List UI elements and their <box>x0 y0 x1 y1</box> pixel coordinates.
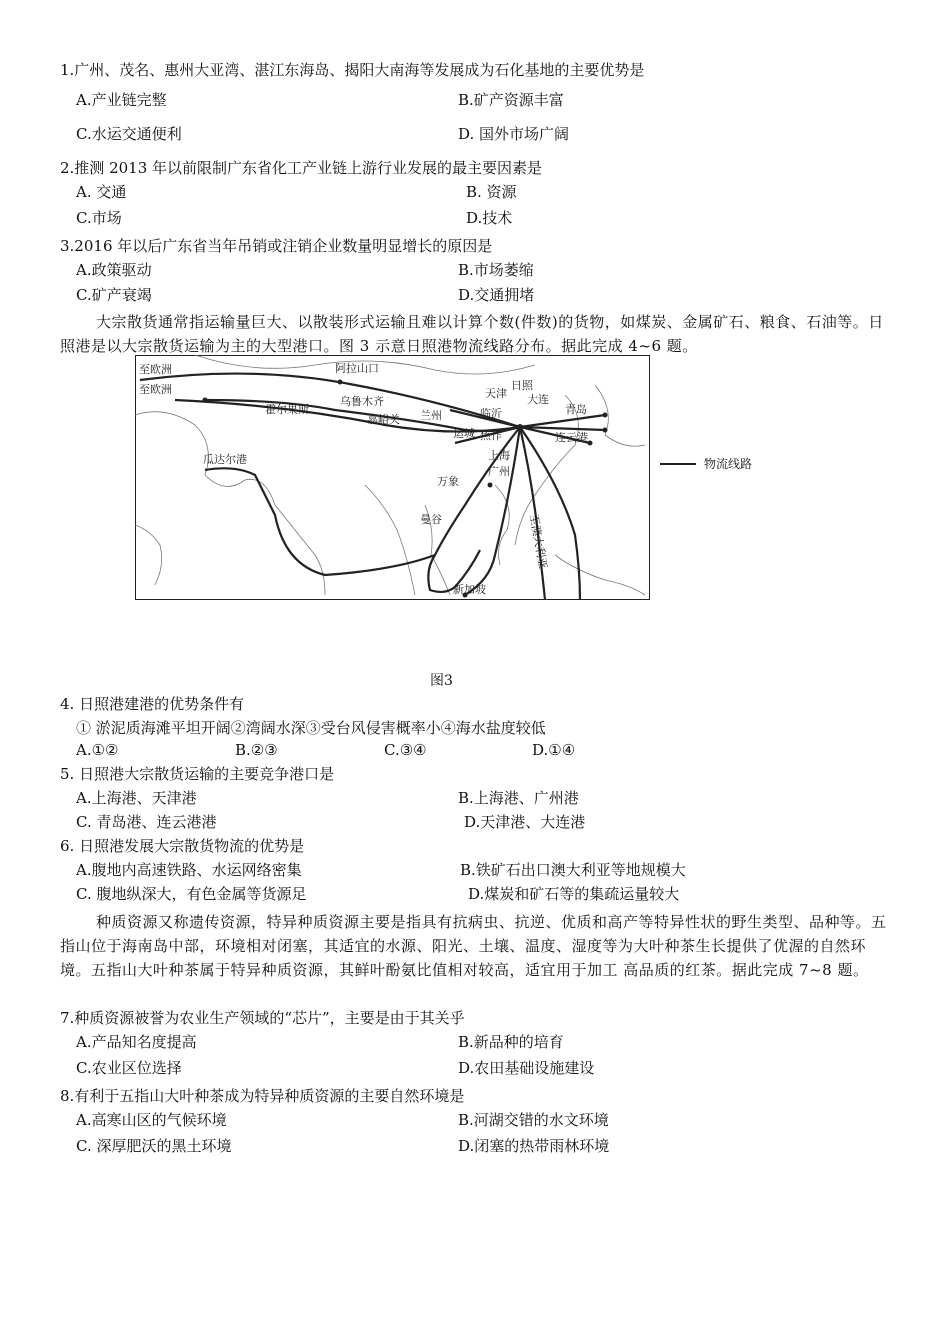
q2-option-c: C.市场 <box>76 209 122 227</box>
q5-stem: 5. 日照港大宗散货运输的主要竞争港口是 <box>60 765 335 783</box>
q3-stem: 3.2016 年以后广东省当年吊销或注销企业数量明显增长的原因是 <box>60 237 493 255</box>
label-linyi: 临沂 <box>480 407 502 420</box>
label-yuncheng: 运城 <box>453 427 475 440</box>
label-jiaozuo: 焦作 <box>480 429 502 442</box>
q5-option-c: C. 青岛港、连云港港 <box>76 813 217 831</box>
label-urumqi: 乌鲁木齐 <box>340 395 384 408</box>
label-tianjin: 天津 <box>485 387 507 400</box>
q5-option-a: A.上海港、天津港 <box>76 789 197 807</box>
label-dalian: 大连 <box>527 393 549 406</box>
q1-option-b: B.矿产资源丰富 <box>458 91 564 109</box>
q4-option-a: A.①② <box>76 741 119 759</box>
q8-option-a: A.高寒山区的气候环境 <box>76 1111 227 1129</box>
q3-option-a: A.政策驱动 <box>76 261 152 279</box>
q8-option-c: C. 深厚肥沃的黑土环境 <box>76 1137 232 1155</box>
q4-option-b: B.②③ <box>235 741 278 759</box>
label-europe-top: 至欧洲 <box>139 363 172 376</box>
passage-bulk-cargo: 大宗散货通常指运输量巨大、以散装形式运输且难以计算个数(件数)的货物，如煤炭、金属矿石、粮食、石油等。日照港是以大宗散货运输为主的大型港口。图 3 示意日照港物流线路分布。据此完成 4~6 题。 <box>60 313 884 355</box>
q3-option-b: B.市场萎缩 <box>458 261 534 279</box>
q2-option-a: A. 交通 <box>76 183 127 201</box>
q4-statements: ① 淤泥质海滩平坦开阔②湾阔水深③受台风侵害概率小④海水盐度较低 <box>76 719 546 737</box>
label-vientiane: 万象 <box>437 475 459 488</box>
label-qingdao: 青岛 <box>565 403 587 416</box>
label-lanzhou: 兰州 <box>420 409 442 422</box>
q1-option-c: C.水运交通便利 <box>76 125 182 143</box>
legend-line-swatch <box>660 463 696 465</box>
q6-stem: 6. 日照港发展大宗散货物流的优势是 <box>60 837 305 855</box>
q1-stem: 1.广州、茂名、惠州大亚湾、湛江东海岛、揭阳大南海等发展成为石化基地的主要优势是 <box>60 61 645 79</box>
q8-stem: 8.有利于五指山大叶种茶成为特异种质资源的主要自然环境是 <box>60 1087 465 1105</box>
q7-option-d: D.农田基础设施建设 <box>458 1059 595 1077</box>
q4-option-c: C.③④ <box>384 741 427 759</box>
label-europe: 至欧洲 <box>139 383 172 396</box>
label-guangzhou: 广州 <box>488 465 510 478</box>
label-singapore: 新加坡 <box>453 583 486 596</box>
q6-option-d: D.煤炭和矿石等的集疏运量较大 <box>468 885 680 903</box>
q7-option-c: C.农业区位选择 <box>76 1059 182 1077</box>
q2-option-b: B. 资源 <box>466 183 517 201</box>
q7-option-a: A.产品知名度提高 <box>76 1033 197 1051</box>
q2-stem: 2.推测 2013 年以前限制广东省化工产业链上游行业发展的最主要因素是 <box>60 159 543 177</box>
label-australia: 至澳大利亚 <box>527 513 550 570</box>
label-gwadar: 瓜达尔港 <box>203 453 247 466</box>
rizhao-logistics-map <box>135 355 650 600</box>
q3-option-d: D.交通拥堵 <box>458 286 535 304</box>
map-legend <box>660 455 752 472</box>
label-rizhao: 日照 <box>511 379 533 392</box>
q4-stem: 4. 日照港建港的优势条件有 <box>60 695 245 713</box>
q7-option-b: B.新品种的培育 <box>458 1033 564 1051</box>
q1-option-a: A.产业链完整 <box>76 91 167 109</box>
q5-option-b: B.上海港、广州港 <box>458 789 579 807</box>
q1-option-d: D. 国外市场广阔 <box>458 125 570 143</box>
q4-option-d: D.①④ <box>532 741 576 759</box>
q6-option-b: B.铁矿石出口澳大利亚等地规模大 <box>460 861 686 879</box>
q6-option-a: A.腹地内高速铁路、水运网络密集 <box>76 861 302 879</box>
label-lianyungang: 连云港 <box>555 431 588 444</box>
label-bangkok: 曼谷 <box>420 513 442 526</box>
legend-label: 物流线路 <box>704 457 753 471</box>
q5-option-d: D.天津港、大连港 <box>464 813 586 831</box>
q6-option-c: C. 腹地纵深大，有色金属等货源足 <box>76 885 307 903</box>
q8-option-d: D.闭塞的热带雨林环境 <box>458 1137 610 1155</box>
label-horgos: 霍尔果斯 <box>265 403 309 416</box>
q7-stem: 7.种质资源被誉为农业生产领域的“芯片”，主要是由于其关乎 <box>60 1009 465 1027</box>
label-shanghai: 上海 <box>488 449 510 462</box>
figure-caption: 图3 <box>430 673 453 689</box>
label-alashankou: 阿拉山口 <box>335 362 379 375</box>
label-jiayuguan: 嘉峪关 <box>367 413 400 426</box>
q2-option-d: D.技术 <box>466 209 513 227</box>
q8-option-b: B.河湖交错的水文环境 <box>458 1111 609 1129</box>
q3-option-c: C.矿产衰竭 <box>76 286 152 304</box>
passage-germplasm: 种质资源又称遗传资源，特异种质资源主要是指具有抗病虫、抗逆、优质和高产等特异性状的野生类型、品种等。五指山位于海南岛中部，环境相对闭塞，其适宜的水源、阳光、土壤、温度、湿度等为大叶种茶生长提供了优渥的自然环境。五指山大叶种茶属于特异种质资源，其鲜叶酚氨比值相对较高，适宜用于加工 高品质的红茶。据此完成 7~8 题。 <box>60 913 887 979</box>
